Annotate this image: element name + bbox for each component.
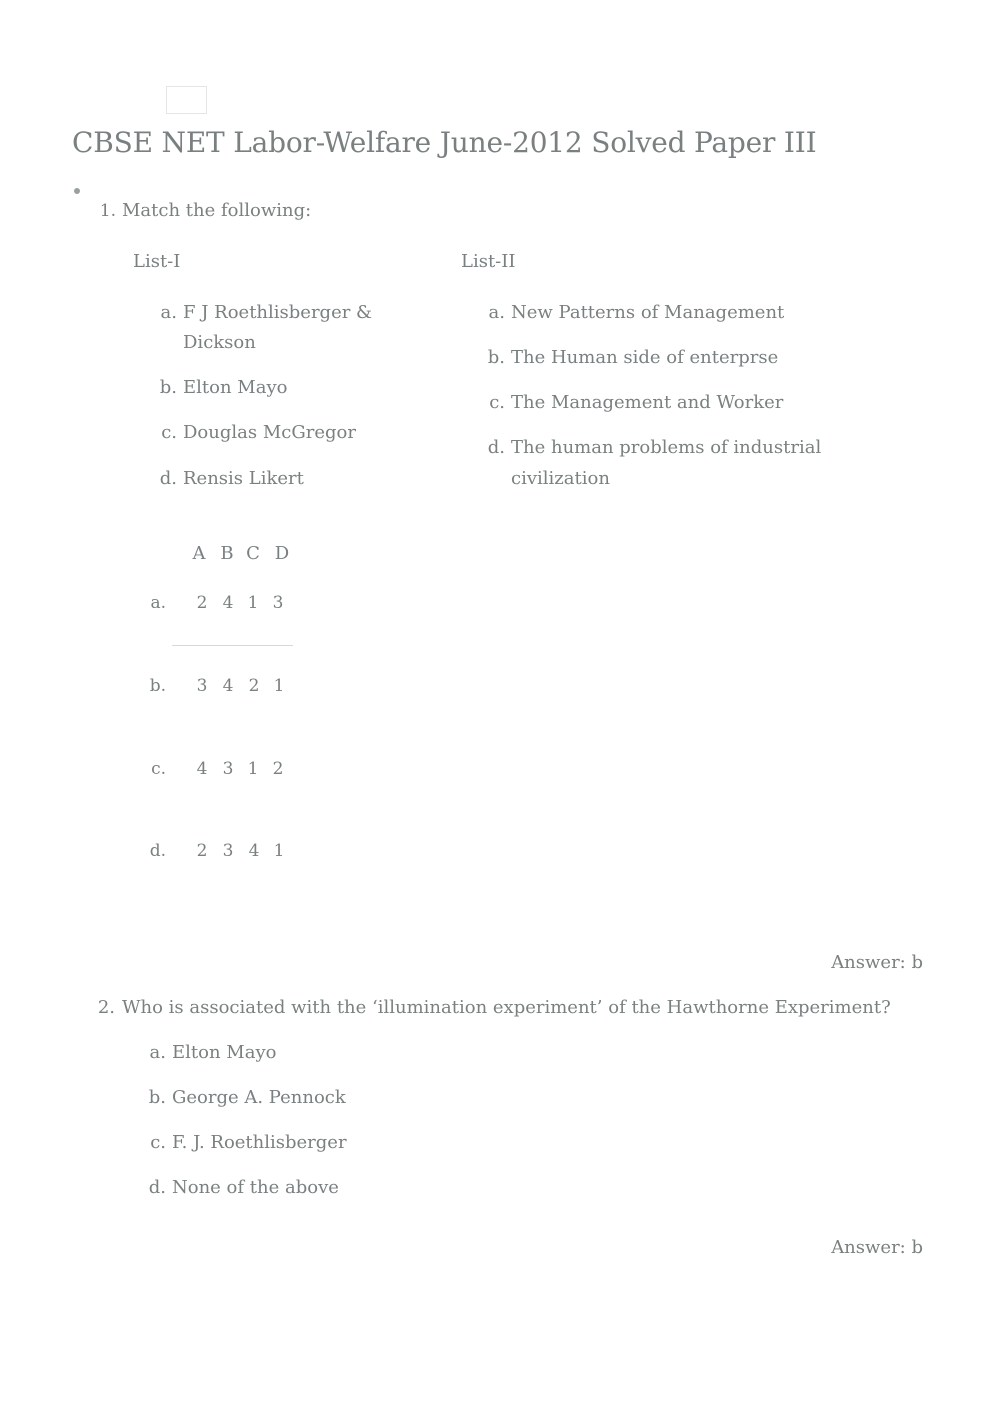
option-label: c. bbox=[150, 1132, 166, 1153]
answer-text: Answer: b bbox=[831, 1237, 923, 1258]
question-text: Match the following: bbox=[122, 200, 312, 221]
option-text: F. J. Roethlisberger bbox=[172, 1132, 347, 1153]
list-heading: List-II bbox=[461, 251, 516, 272]
option-text: George A. Pennock bbox=[172, 1087, 346, 1108]
option-text: Elton Mayo bbox=[172, 1042, 277, 1063]
code-cell: 1 bbox=[273, 841, 285, 861]
logo-placeholder bbox=[166, 86, 207, 114]
list-item-text: The Management and Worker bbox=[511, 392, 784, 413]
list-item-text: The Human side of enterprse bbox=[511, 347, 779, 368]
list-item-text-continued: civilization bbox=[511, 468, 610, 489]
list-item-label: b. bbox=[487, 347, 505, 368]
code-row-label: d. bbox=[149, 841, 166, 861]
list-item-text-continued: Dickson bbox=[183, 332, 256, 353]
list-heading: List-I bbox=[133, 251, 181, 272]
code-cell: 2 bbox=[196, 841, 208, 861]
list-item-text: Elton Mayo bbox=[183, 377, 288, 398]
code-cell: 1 bbox=[273, 676, 285, 696]
answer-text: Answer: b bbox=[831, 952, 923, 973]
list-item-label: a. bbox=[488, 302, 505, 323]
code-cell: 3 bbox=[222, 841, 234, 861]
code-row-label: a. bbox=[150, 593, 166, 613]
list-item-text: Douglas McGregor bbox=[183, 422, 356, 443]
code-header: D bbox=[274, 543, 290, 564]
list-item-text: New Patterns of Management bbox=[511, 302, 785, 323]
code-cell: 4 bbox=[196, 759, 208, 779]
list-item-text: The human problems of industrial bbox=[511, 437, 822, 458]
list-item-label: a. bbox=[160, 302, 177, 323]
code-cell: 4 bbox=[248, 841, 260, 861]
code-cell: 1 bbox=[247, 759, 259, 779]
code-cell: 3 bbox=[272, 593, 284, 613]
option-label: a. bbox=[149, 1042, 166, 1063]
code-header: C bbox=[246, 543, 260, 564]
list-item-label: b. bbox=[159, 377, 177, 398]
list-item-label: d. bbox=[487, 437, 505, 458]
list-item-label: d. bbox=[159, 468, 177, 489]
option-label: b. bbox=[148, 1087, 166, 1108]
code-cell: 2 bbox=[196, 593, 208, 613]
code-cell: 1 bbox=[247, 593, 259, 613]
list-bullet bbox=[74, 188, 80, 194]
code-cell: 3 bbox=[222, 759, 234, 779]
code-header: B bbox=[220, 543, 234, 564]
list-item-text: Rensis Likert bbox=[183, 468, 304, 489]
option-label: d. bbox=[148, 1177, 166, 1198]
code-header: A bbox=[192, 543, 206, 564]
question-text: Who is associated with the ‘illumination experiment’ of the Hawthorne Experiment? bbox=[122, 997, 891, 1018]
code-cell: 4 bbox=[222, 676, 234, 696]
code-row-label: b. bbox=[149, 676, 166, 696]
code-cell: 2 bbox=[248, 676, 260, 696]
list-item-label: c. bbox=[489, 392, 505, 413]
code-cell: 2 bbox=[272, 759, 284, 779]
code-row-label: c. bbox=[151, 759, 166, 779]
question-number: 2. bbox=[97, 997, 115, 1018]
list-item-text: F J Roethlisberger & bbox=[183, 302, 373, 323]
option-text: None of the above bbox=[172, 1177, 339, 1198]
question-number: 1. bbox=[99, 201, 116, 221]
page-title: CBSE NET Labor-Welfare June-2012 Solved Paper III bbox=[72, 126, 817, 159]
list-item-label: c. bbox=[161, 422, 177, 443]
code-cell: 4 bbox=[222, 593, 234, 613]
code-cell: 3 bbox=[196, 676, 208, 696]
table-divider bbox=[172, 645, 293, 646]
